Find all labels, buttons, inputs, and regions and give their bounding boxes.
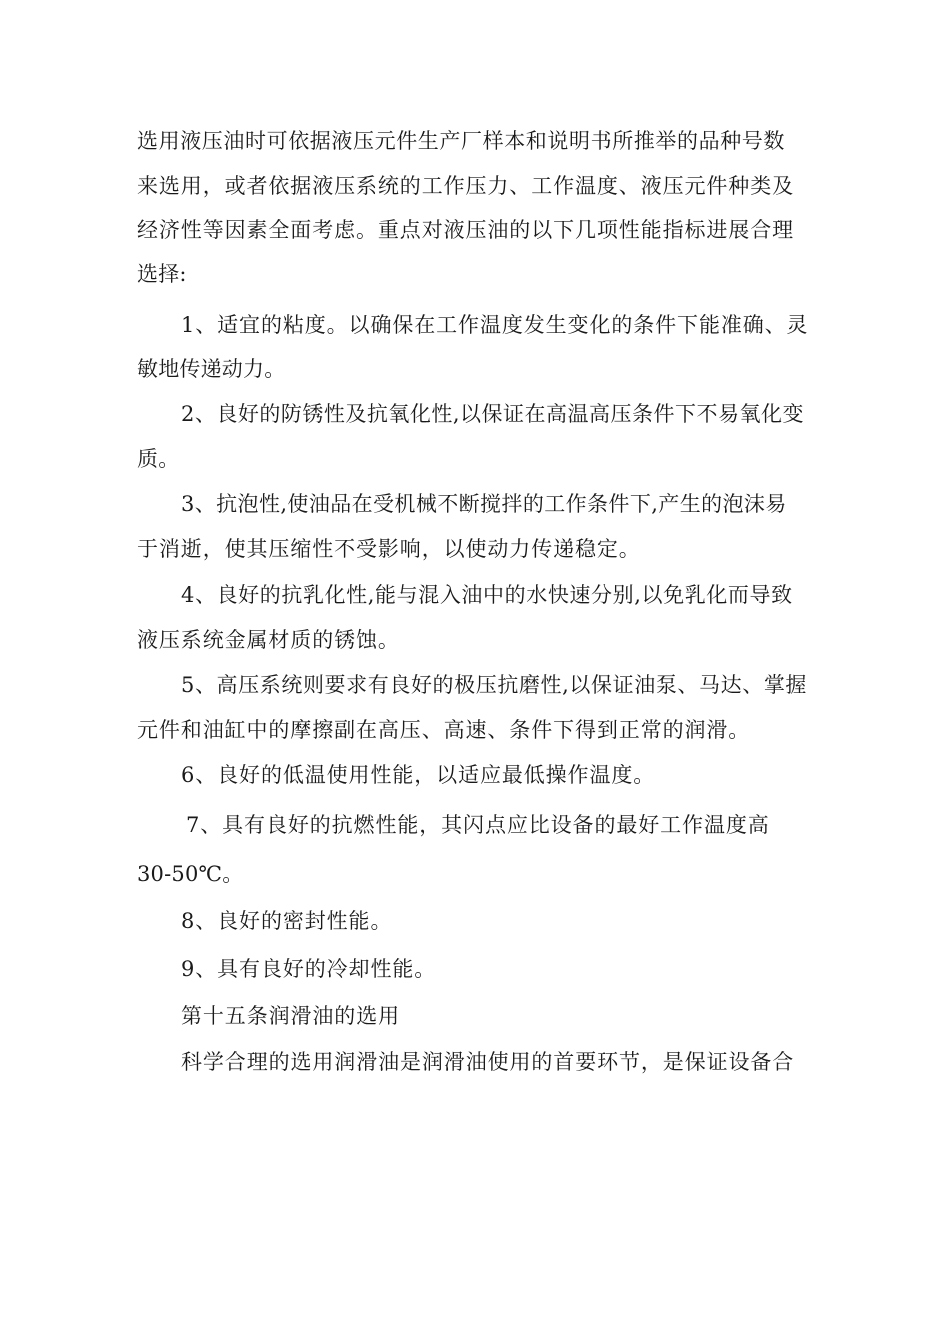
paragraph-intro-line-2: 来选用，或者依据液压系统的工作压力、工作温度、液压元件种类及 xyxy=(137,174,794,198)
list-item-7-line-1: 7、具有良好的抗燃性能，其闪点应比设备的最好工作温度高 xyxy=(186,813,770,837)
list-item-8: 8、良好的密封性能。 xyxy=(181,909,393,933)
list-item-4-line-2: 液压系统金属材质的锈蚀。 xyxy=(137,628,400,652)
list-item-3-line-2: 于消逝，使其压缩性不受影响，以使动力传递稳定。 xyxy=(137,537,641,561)
paragraph-intro-line-1: 选用液压油时可依据液压元件生产厂样本和说明书所推举的品种号数 xyxy=(137,129,785,153)
list-item-4-line-1: 4、良好的抗乳化性,能与混入油中的水快速分别,以免乳化而导致 xyxy=(181,583,793,607)
list-item-1-line-2: 敏地传递动力。 xyxy=(137,357,286,381)
list-item-5-line-2: 元件和油缸中的摩擦副在高压、高速、条件下得到正常的润滑。 xyxy=(137,718,751,742)
list-item-3-line-1: 3、抗泡性,使油品在受机械不断搅拌的工作条件下,产生的泡沫易 xyxy=(181,492,787,516)
list-item-9: 9、具有良好的冷却性能。 xyxy=(181,957,437,981)
list-item-5-line-1: 5、高压系统则要求有良好的极压抗磨性,以保证油泵、马达、掌握 xyxy=(181,673,808,697)
paragraph-intro-line-3: 经济性等因素全面考虑。重点对液压油的以下几项性能指标进展合理 xyxy=(137,218,794,242)
section-heading: 第十五条润滑油的选用 xyxy=(181,1004,400,1028)
list-item-2-line-2: 质。 xyxy=(137,447,180,471)
list-item-2-line-1: 2、良好的防锈性及抗氧化性,以保证在高温高压条件下不易氧化变 xyxy=(181,402,805,426)
list-item-6: 6、良好的低温使用性能，以适应最低操作温度。 xyxy=(181,763,656,787)
list-item-7-line-2: 30-50℃。 xyxy=(137,862,244,886)
paragraph-intro-line-4: 选择: xyxy=(137,262,187,286)
list-item-1-line-1: 1、适宜的粘度。以确保在工作温度发生变化的条件下能准确、灵 xyxy=(181,313,809,337)
section-paragraph-line-1: 科学合理的选用润滑油是润滑油使用的首要环节，是保证设备合 xyxy=(181,1050,795,1074)
